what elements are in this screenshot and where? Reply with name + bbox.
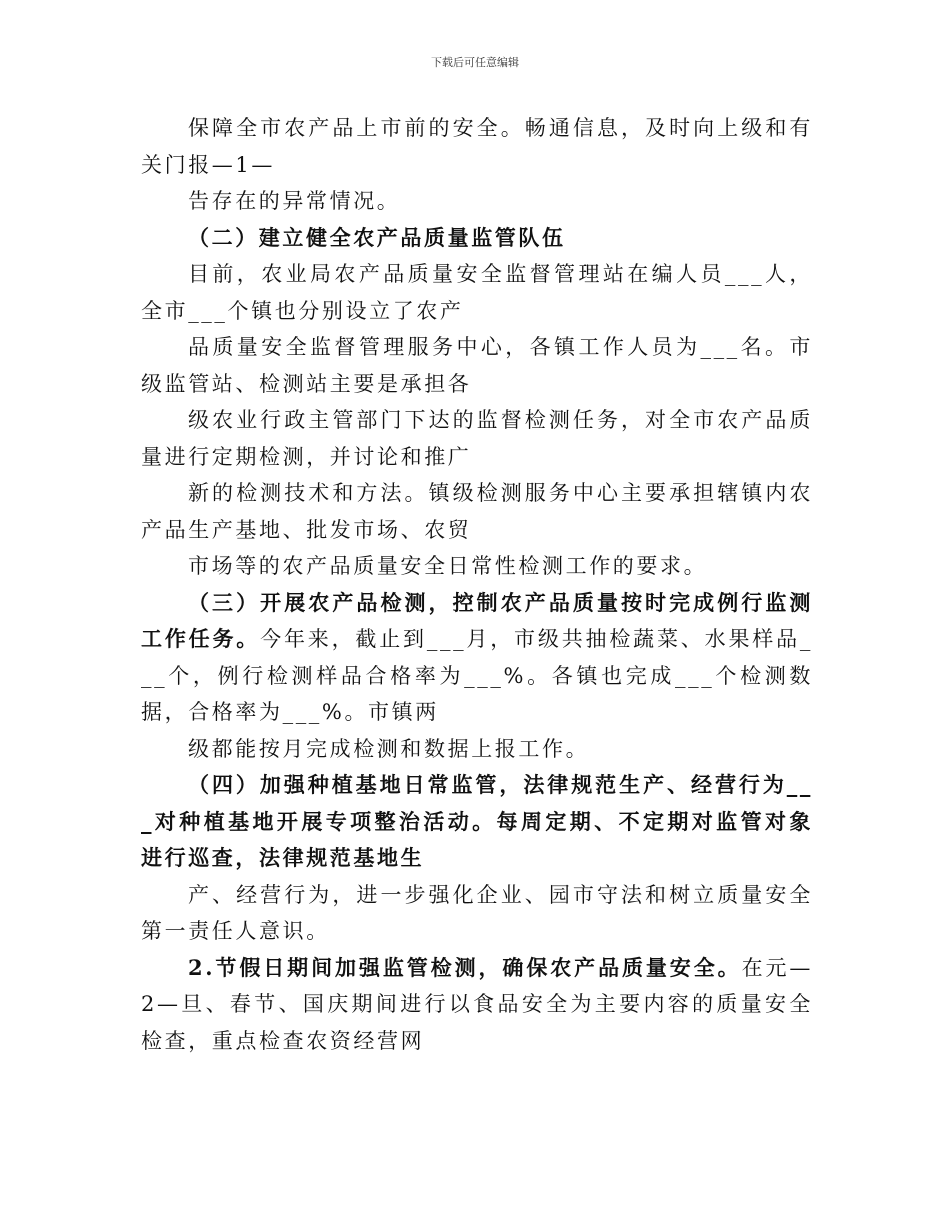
item-2-paragraph [141, 950, 813, 1060]
paragraph-8: 级都能按月完成检测和数据上报工作。 [188, 736, 590, 761]
section-3-body: 今年来，截止到___月，市级共抽检蔬菜、水果样品___个，例行检测样品合格率为___%。各镇也完成___个检测数据，合格率为___%。市镇两 [141, 627, 814, 724]
item-2-body: 在元—2—旦、春节、国庆期间进行以食品安全为主要内容的质量安全检查，重点检查农资经营网 [141, 955, 813, 1053]
paragraph-6: 新的检测技术和方法。镇级检测服务中心主要承担辖镇内农产品生产基地、批发市场、农贸 [141, 481, 813, 542]
paragraph-9: 产、经营行为，进一步强化企业、园市守法和树立质量安全第一责任人意识。 [141, 882, 813, 943]
page-header: 下载后可任意编辑 [431, 56, 519, 69]
section-3-paragraph [141, 585, 813, 731]
item-heading-2: 2.节假日期间加强监管检测，确保农产品质量安全。 [188, 954, 742, 980]
paragraph-2: 告存在的异常情况。 [188, 189, 401, 213]
section-heading-3: （三）开展农产品检测，控制农产品质量按时完成例行监测工作任务。 [141, 589, 813, 651]
section-heading-2: （二）建立健全农产品质量监管队伍 [188, 224, 566, 250]
paragraph-1: 保障全市农产品上市前的安全。畅通信息，及时向上级和有关门报—1— [141, 116, 813, 177]
paragraph-5: 级农业行政主管部门下达的监督检测任务，对全市农产品质量进行定期检测，并讨论和推广 [141, 408, 813, 469]
paragraph-7: 市场等的农产品质量安全日常性检测工作的要求。 [188, 554, 708, 578]
paragraph-4: 品质量安全监督管理服务中心，各镇工作人员为___名。市级监管站、检测站主要是承担各 [141, 335, 813, 396]
paragraph-3: 目前，农业局农产品质量安全监督管理站在编人员___人，全市___个镇也分别设立了农产 [141, 262, 813, 323]
document-body [141, 110, 813, 1059]
section-heading-4: （四）加强种植基地日常监管，法律规范生产、经营行为___对种植基地开展专项整治活动。每周定期、不定期对监管对象进行巡查，法律规范基地生 [141, 772, 813, 870]
